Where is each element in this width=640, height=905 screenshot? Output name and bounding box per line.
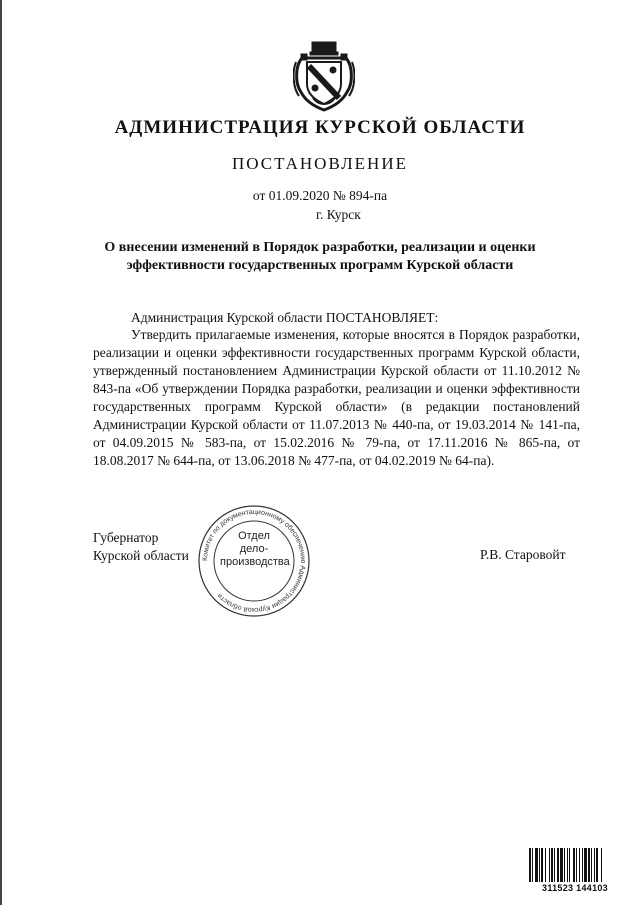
barcode-bar [549, 848, 550, 882]
document-city: г. Курск [316, 207, 361, 222]
body-main-paragraph: Утвердить прилагаемые изменения, которые вносятся в Порядок разработки, реализации и оценки эффективности государственных программ Курской области, утвержденный постановлением Администрации Курской области от 11.10.2012 № 843-па «Об утверждении Порядка разработки, реализации и оценки эффективности государственных программ Курской области» (в редакции постановлений Администрации Курской области от 11.07.2013 № 440-па, от 19.03.2014 № 141-па, от 04.09.2015 № 583-па, от 15.02.2016 № 79-па, от 17.11.2016 № 865-па, от 18.08.2017 № 644-па, от 13.06.2018 № 477-па, от 04.02.2019 № 64-па). [93, 327, 580, 468]
barcode-bar [539, 848, 540, 882]
organization-title: АДМИНИСТРАЦИЯ КУРСКОЙ ОБЛАСТИ [114, 117, 526, 138]
coat-of-arms-icon [293, 40, 355, 112]
signatory-title [93, 529, 189, 565]
document-type: ПОСТАНОВЛЕНИЕ [231, 154, 408, 173]
barcode-bar [557, 848, 559, 882]
stamp-center-text [220, 530, 288, 569]
barcode-bar [535, 848, 538, 882]
barcode-bar [529, 848, 531, 882]
stamp-line-1: Отдел [238, 530, 270, 542]
barcode-bar [554, 848, 555, 882]
body-intro: Администрация Курской области ПОСТАНОВЛЯЕТ: [131, 310, 439, 325]
barcode-number: 311523 144103 [542, 883, 608, 893]
signatory-name: Р.В. Старовойт [480, 547, 566, 562]
barcode-bar [564, 848, 565, 882]
barcode-bar [551, 848, 553, 882]
barcode-bar [545, 848, 546, 882]
stamp-line-3: производства [220, 556, 290, 568]
barcode-bar [576, 848, 577, 882]
barcode-bar [573, 848, 575, 882]
barcode-bar [560, 848, 563, 882]
barcode-bar [582, 848, 583, 882]
barcode-bar [601, 848, 602, 882]
barcode-bar [569, 848, 570, 882]
subject-line-2: эффективности государственных программ Курской области [126, 258, 514, 273]
barcode-bar [541, 848, 543, 882]
barcode-bar [596, 848, 598, 882]
barcode-bar [579, 848, 580, 882]
barcode-icon [529, 848, 621, 882]
barcode-bar [567, 848, 568, 882]
document-subject [0, 239, 640, 275]
subject-line-1: О внесении изменений в Порядок разработки, реализации и оценки [104, 240, 536, 255]
barcode-bar [594, 848, 595, 882]
barcode-bar [584, 848, 587, 882]
barcode-bar [532, 848, 533, 882]
barcode-bar [591, 848, 592, 882]
stamp-ring-text: Комитет по документационному обеспечению Администрации Курской области [201, 508, 307, 614]
signatory-title-line-2: Курской области [93, 548, 189, 563]
stamp-line-2: дело- [239, 543, 269, 555]
signatory-title-line-1: Губернатор [93, 530, 159, 545]
document-date-number: от 01.09.2020 № 894-па [252, 188, 388, 203]
barcode-bar [588, 848, 590, 882]
